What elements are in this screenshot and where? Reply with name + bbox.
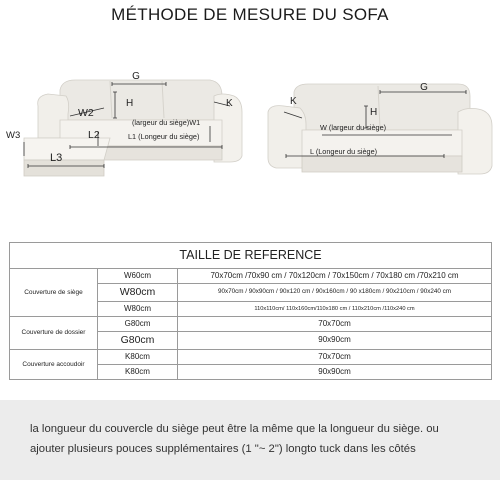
values-cell: 90x90cm (178, 332, 492, 350)
label-g: G (132, 71, 140, 82)
values-cell: 70x70cm (178, 317, 492, 332)
label-w2: W2 (78, 107, 94, 119)
label-l: L (Longeur du siège) (310, 147, 378, 156)
footer-note-text: la longueur du couvercle du siège peut être la même que la longueur du siège. ou ajouter plusieurs pouces supplémentaires (1 "~ 2") longto tuck dans les côtés (30, 423, 439, 455)
label-l2: L2 (88, 129, 100, 141)
values-cell: 110x110cm/ 110x160cm/110x180 cm / 110x210cm /110x240 cm (178, 302, 492, 317)
straight-sofa-diagram (262, 78, 498, 178)
size-cell: K80cm (98, 365, 178, 380)
size-cell: W60cm (98, 269, 178, 284)
category-seat-cover: Couverture de siège (10, 269, 98, 317)
size-cell: G80cm (98, 317, 178, 332)
label-l3: L3 (50, 152, 63, 164)
footer-note-panel (0, 400, 500, 480)
size-cell: G80cm (98, 332, 178, 350)
sectional-sofa-diagram (0, 62, 255, 182)
values-cell: 90x90cm (178, 365, 492, 380)
table-header: TAILLE DE REFERENCE (10, 243, 492, 269)
values-cell: 70x70cm /70x90 cm / 70x120cm / 70x150cm / 70x180 cm /70x210 cm (178, 269, 492, 284)
values-cell: 90x70cm / 90x90cm / 90x120 cm / 90x160cm / 90 x180cm / 90x210cm / 90x240 cm (178, 284, 492, 302)
label-w: W (largeur du siège) (320, 123, 387, 132)
values-cell: 70x70cm (178, 350, 492, 365)
label-l1: L1 (Longeur du siège) (128, 132, 200, 141)
label-w1: (largeur du siège)W1 (132, 118, 201, 127)
table-row (10, 269, 492, 284)
size-cell: K80cm (98, 350, 178, 365)
label-k: K (290, 96, 297, 107)
size-cell: W80cm (98, 284, 178, 302)
label-k: K (226, 98, 233, 109)
size-cell: W80cm (98, 302, 178, 317)
table-row (10, 317, 492, 332)
table-row (10, 350, 492, 365)
category-armrest-cover: Couverture accoudoir (10, 350, 98, 380)
label-g: G (420, 82, 428, 93)
page-title: MÉTHODE DE MESURE DU SOFA (111, 5, 389, 24)
label-w3: W3 (6, 130, 21, 141)
label-h: H (126, 98, 134, 109)
reference-size-table (9, 242, 492, 380)
category-back-cover: Couverture de dossier (10, 317, 98, 350)
table-header-row (10, 243, 492, 269)
label-h: H (370, 107, 378, 118)
